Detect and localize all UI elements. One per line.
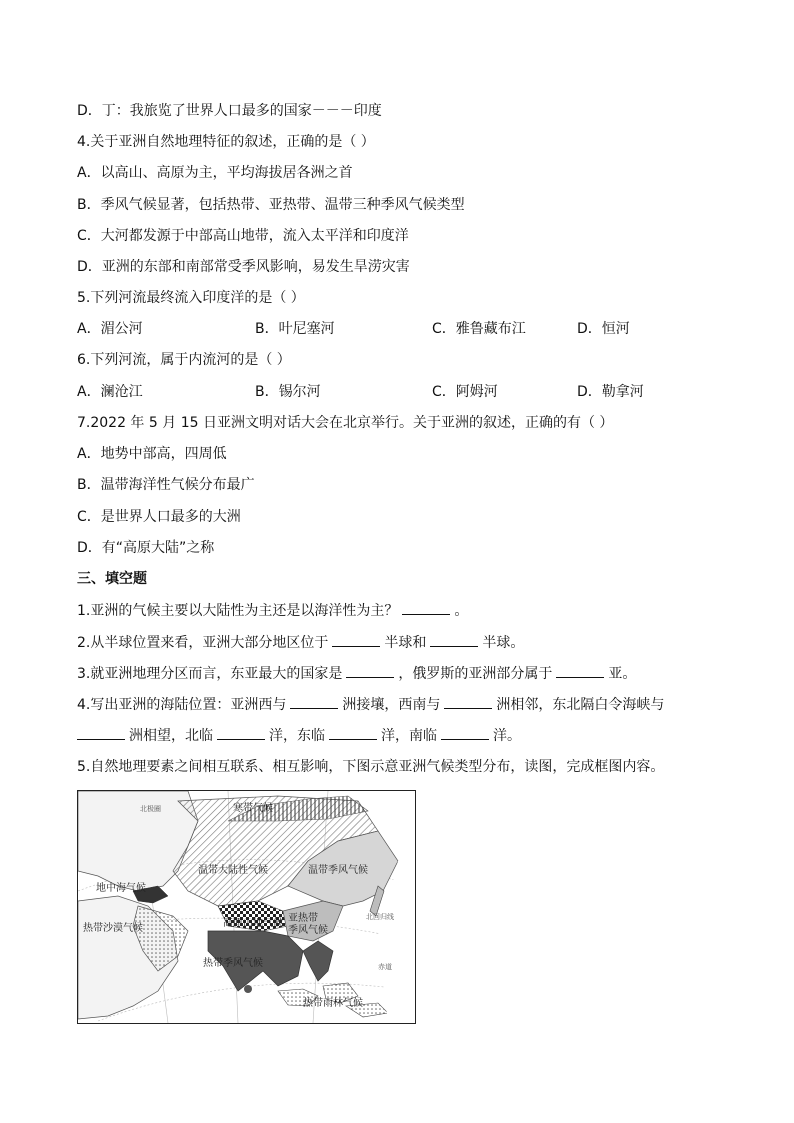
label-arctic-circle: 北极圈 <box>140 805 161 813</box>
fill-text: ，俄罗斯的亚洲部分属于 <box>398 666 553 682</box>
q6-option-d: D．勒拿河 <box>577 384 644 400</box>
fill-text: 洲接壤，西南与 <box>342 697 441 713</box>
answer-blank[interactable] <box>77 725 125 740</box>
fill-question-2 <box>77 632 524 653</box>
label-cold-climate: 寒带气候 <box>233 803 273 814</box>
fill-question-3 <box>77 663 636 684</box>
q7-option-c: C．是世界人口最多的大洲 <box>77 509 241 525</box>
fill-question-4-line2 <box>77 725 521 746</box>
q5-option-a: A．湄公河 <box>77 321 143 337</box>
fill-question-1 <box>77 600 468 621</box>
label-subtropical-monsoon-1: 亚热带 <box>288 913 318 924</box>
fill-text: 4.写出亚洲的海陆位置：亚洲西与 <box>77 697 287 713</box>
q7-stem: 7.2022 年 5 月 15 日亚洲文明对话大会在北京举行。关于亚洲的叙述，正确的有（ ） <box>77 415 614 431</box>
fill-text: 洋，南临 <box>381 728 437 744</box>
q7-option-a: A．地势中部高，四周低 <box>77 446 227 462</box>
label-temperate-monsoon: 温带季风气候 <box>308 865 368 876</box>
label-tropical-desert: 热带沙漠气候 <box>83 923 143 934</box>
q5-option-c: C．雅鲁藏布江 <box>432 321 526 337</box>
q5-stem: 5.下列河流最终流入印度洋的是（ ） <box>77 290 305 306</box>
q6-stem: 6.下列河流，属于内流河的是（ ） <box>77 352 291 368</box>
label-subtropical-monsoon-2: 季风气候 <box>288 925 328 936</box>
answer-blank[interactable] <box>556 663 604 678</box>
label-tropical-rainforest: 热带雨林气候 <box>303 998 363 1009</box>
label-temperate-continental: 温带大陆性气候 <box>198 865 268 876</box>
fill-text: 半球。 <box>482 635 525 651</box>
fill-text: 洲相望，北临 <box>129 728 213 744</box>
q4-option-d: D．亚洲的东部和南部常受季风影响，易发生旱涝灾害 <box>77 259 410 275</box>
fill-question-5: 5.自然地理要素之间相互联系、相互影响，下图示意亚洲气候类型分布，读图，完成框图内容。 <box>77 759 665 775</box>
q4-option-c: C．大河都发源于中部高山地带，流入太平洋和印度洋 <box>77 228 409 244</box>
fill-text: 洋。 <box>493 728 521 744</box>
answer-blank[interactable] <box>290 694 338 709</box>
answer-blank[interactable] <box>332 632 380 647</box>
fill-text: 洋，东临 <box>269 728 325 744</box>
answer-blank[interactable] <box>444 694 492 709</box>
answer-blank[interactable] <box>430 632 478 647</box>
fill-text: 亚。 <box>608 666 637 682</box>
fill-question-4-line1 <box>77 694 664 715</box>
label-highland: 高原山地气候 <box>223 918 283 929</box>
q4-stem: 4.关于亚洲自然地理特征的叙述，正确的是（ ） <box>77 134 375 150</box>
island <box>244 985 252 993</box>
southeast-asia-region <box>303 941 333 981</box>
fill-text: 2.从半球位置来看，亚洲大部分地区位于 <box>77 635 329 651</box>
q5-option-b: B．叶尼塞河 <box>255 321 335 337</box>
q4-option-a: A．以高山、高原为主，平均海拔居各洲之首 <box>77 165 353 181</box>
answer-blank[interactable] <box>346 663 394 678</box>
section-title: 三、填空题 <box>77 571 147 587</box>
label-mediterranean: 地中海气候 <box>96 883 146 894</box>
q5-option-d: D．恒河 <box>577 321 630 337</box>
label-tropical-monsoon: 热带季风气候 <box>203 958 263 969</box>
label-tropic-of-cancer: 北回归线 <box>366 913 394 921</box>
q7-option-b: B．温带海洋性气候分布最广 <box>77 477 255 493</box>
fill-text: 1.亚洲的气候主要以大陆性为主还是以海洋性为主？ <box>77 603 399 619</box>
q6-option-c: C．阿姆河 <box>432 384 498 400</box>
q3-option-d: D．丁：我旅览了世界人口最多的国家－－－印度 <box>77 103 382 119</box>
q4-option-b: B．季风气候显著，包括热带、亚热带、温带三种季风气候类型 <box>77 197 465 213</box>
fill-text: 半球和 <box>384 635 427 651</box>
q6-option-b: B．锡尔河 <box>255 384 321 400</box>
label-equator: 赤道 <box>378 963 392 971</box>
q6-option-a: A．澜沧江 <box>77 384 143 400</box>
answer-blank[interactable] <box>402 600 450 615</box>
fill-text: 洲相邻，东北隔白令海峡与 <box>496 697 665 713</box>
answer-blank[interactable] <box>217 725 265 740</box>
answer-blank[interactable] <box>329 725 377 740</box>
fill-text: 3.就亚洲地理分区而言，东亚最大的国家是 <box>77 666 343 682</box>
answer-blank[interactable] <box>441 725 489 740</box>
asia-climate-map <box>77 790 416 1024</box>
fill-text: 。 <box>454 603 469 619</box>
q7-option-d: D．有“高原大陆”之称 <box>77 540 215 556</box>
